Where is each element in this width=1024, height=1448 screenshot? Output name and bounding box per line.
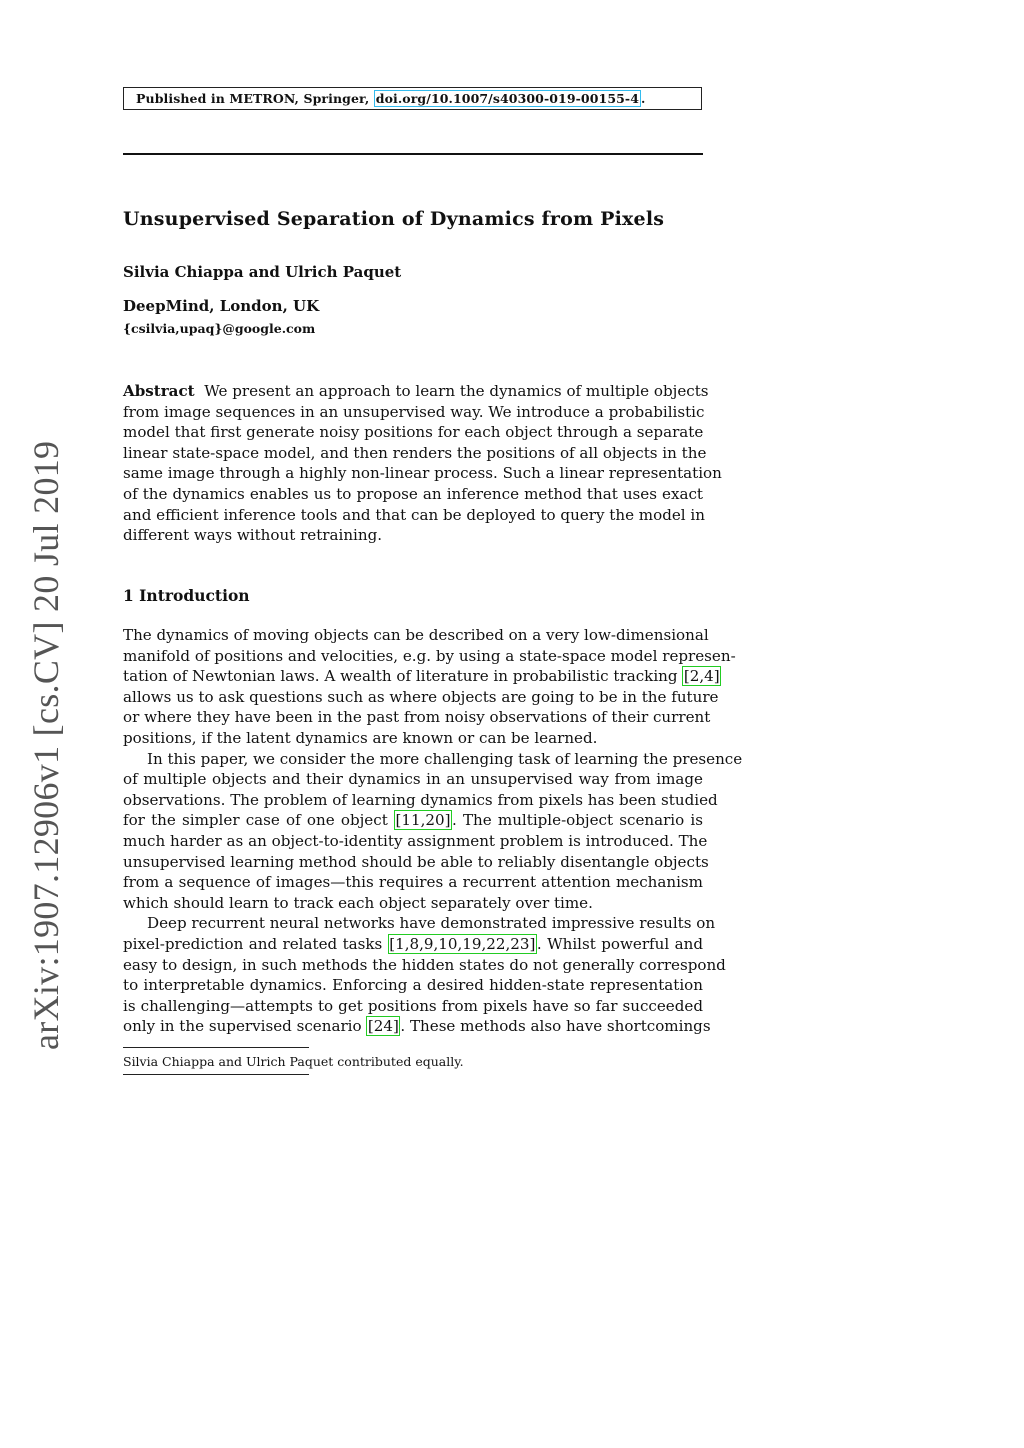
abstract-line: model that first generate noisy positions for each object through a separate: [123, 423, 704, 442]
abstract-line: from image sequences in an unsupervised way. We introduce a probabilistic: [123, 402, 705, 421]
abstract-line: linear state-space model, and then renders the positions of all objects in the: [123, 443, 707, 462]
publication-notice: [123, 87, 702, 110]
author-email: {csilvia,upaq}@google.com: [123, 321, 316, 336]
footnote: Silvia Chiappa and Ulrich Paquet contributed equally.: [123, 1054, 464, 1069]
body-line: allows us to ask questions such as where objects are going to be in the future: [123, 687, 719, 706]
footnote-rule: [123, 1047, 309, 1048]
body-line: of multiple objects and their dynamics in an unsupervised way from image: [123, 770, 703, 789]
body-line: to interpretable dynamics. Enforcing a desired hidden-state representation: [123, 976, 703, 995]
arxiv-identifier: arXiv:1907.12906v1 [cs.CV] 20 Jul 2019: [26, 440, 66, 1050]
body-line: which should learn to track each object separately over time.: [123, 893, 593, 912]
abstract-line: different ways without retraining.: [123, 526, 383, 545]
abstract-label: Abstract: [123, 382, 195, 400]
published-prefix: Published in METRON, Springer,: [136, 91, 370, 106]
body-line: observations. The problem of learning dynamics from pixels has been studied: [123, 790, 718, 809]
doi-link[interactable]: doi.org/10.1007/s40300-019-00155-4: [375, 91, 640, 106]
published-suffix: .: [641, 91, 646, 106]
body-line: easy to design, in such methods the hidden states do not generally correspond: [123, 955, 726, 974]
section-heading-introduction: 1 Introduction: [123, 586, 250, 605]
abstract-line: of the dynamics enables us to propose an inference method that uses exact: [123, 484, 703, 503]
citation-link[interactable]: [24]: [367, 1017, 399, 1036]
body-line: positions, if the latent dynamics are known or can be learned.: [123, 728, 598, 747]
body-line: Deep recurrent neural networks have demonstrated impressive results on: [147, 914, 716, 933]
body-line: from a sequence of images—this requires a recurrent attention mechanism: [123, 873, 703, 892]
paper-title: Unsupervised Separation of Dynamics from Pixels: [123, 208, 665, 230]
body-line: only in the supervised scenario [24]. These methods also have shortcomings: [123, 1017, 711, 1036]
abstract-line: and efficient inference tools and that can be deployed to query the model in: [123, 505, 705, 524]
body-line: The dynamics of moving objects can be described on a very low-dimensional: [123, 626, 709, 644]
abstract-line: Abstract We present an approach to learn the dynamics of multiple objects: [123, 382, 709, 400]
body-line: is challenging—attempts to get positions from pixels have so far succeeded: [123, 996, 703, 1015]
body-line: pixel-prediction and related tasks [1,8,9,10,19,22,23]. Whilst powerful and: [123, 934, 703, 953]
body-line: tation of Newtonian laws. A wealth of literature in probabilistic tracking [2,4]: [123, 667, 720, 686]
paper-authors: Silvia Chiappa and Ulrich Paquet: [123, 263, 402, 281]
introduction-body: [123, 625, 743, 1037]
author-affiliation: DeepMind, London, UK: [123, 297, 320, 315]
citation-link[interactable]: [11,20]: [395, 811, 451, 830]
body-line: manifold of positions and velocities, e.g. by using a state-space model represen-: [123, 646, 736, 665]
body-line: unsupervised learning method should be able to reliably disentangle objects: [123, 852, 709, 871]
footnote-rule-bottom: [123, 1074, 309, 1075]
abstract-line: same image through a highly non-linear process. Such a linear representation: [123, 464, 722, 483]
body-line: much harder as an object-to-identity assignment problem is introduced. The: [123, 831, 708, 850]
citation-link[interactable]: [1,8,9,10,19,22,23]: [389, 934, 536, 953]
body-line: for the simpler case of one object [11,20]. The multiple-object scenario is: [123, 811, 703, 830]
body-line: In this paper, we consider the more challenging task of learning the presence: [147, 749, 743, 768]
abstract: [123, 381, 722, 546]
header-rule: [123, 153, 703, 155]
body-line: or where they have been in the past from noisy observations of their current: [123, 708, 711, 727]
citation-link[interactable]: [2,4]: [683, 667, 720, 686]
